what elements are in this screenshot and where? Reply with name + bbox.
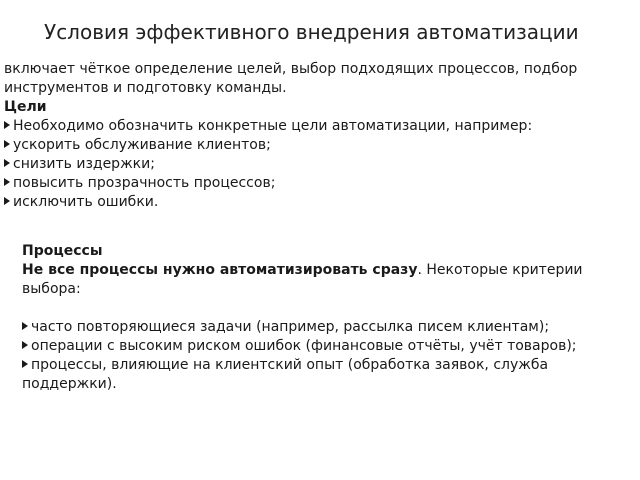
triangle-arrow-icon (4, 197, 10, 205)
list-item-text: снизить издержки; (13, 156, 155, 172)
triangle-arrow-icon (4, 159, 10, 167)
spacer (22, 299, 622, 318)
slide-title: Условия эффективного внедрения автоматизации (44, 20, 579, 44)
list-item-text: часто повторяющиеся задачи (например, рассылка писем клиентам); (31, 319, 550, 335)
list-item-text: ускорить обслуживание клиентов; (13, 137, 271, 153)
list-item-text: операции с высоким риском ошибок (финансовые отчёты, учёт товаров); (31, 338, 577, 354)
triangle-arrow-icon (22, 360, 28, 368)
triangle-arrow-icon (22, 341, 28, 349)
triangle-arrow-icon (22, 322, 28, 330)
list-item (4, 193, 624, 212)
list-item (22, 337, 622, 356)
processes-lead-rest: . Некоторые критерии выбора: (22, 262, 583, 297)
processes-heading: Процессы (22, 243, 103, 259)
goals-heading: Цели (4, 99, 47, 115)
processes-list (22, 318, 622, 394)
list-item (4, 117, 624, 136)
list-item (4, 155, 624, 174)
list-item-text: повысить прозрачность процессов; (13, 175, 276, 191)
triangle-arrow-icon (4, 121, 10, 129)
intro-text: включает чёткое определение целей, выбор подходящих процессов, подбор инструментов и подготовку команды. (4, 61, 578, 96)
goals-section (4, 60, 624, 212)
list-item (22, 356, 622, 394)
list-item-text: процессы, влияющие на клиентский опыт (обработка заявок, служба поддержки). (22, 357, 549, 392)
list-item (4, 174, 624, 193)
processes-lead (22, 261, 622, 299)
processes-section (22, 242, 622, 394)
list-item-text: исключить ошибки. (13, 194, 159, 210)
list-item (4, 136, 624, 155)
list-item (22, 318, 622, 337)
list-item-text: Необходимо обозначить конкретные цели автоматизации, например: (13, 118, 533, 134)
goals-list (4, 117, 624, 212)
processes-lead-bold: Не все процессы нужно автоматизировать сразу (22, 262, 418, 278)
triangle-arrow-icon (4, 178, 10, 186)
triangle-arrow-icon (4, 140, 10, 148)
